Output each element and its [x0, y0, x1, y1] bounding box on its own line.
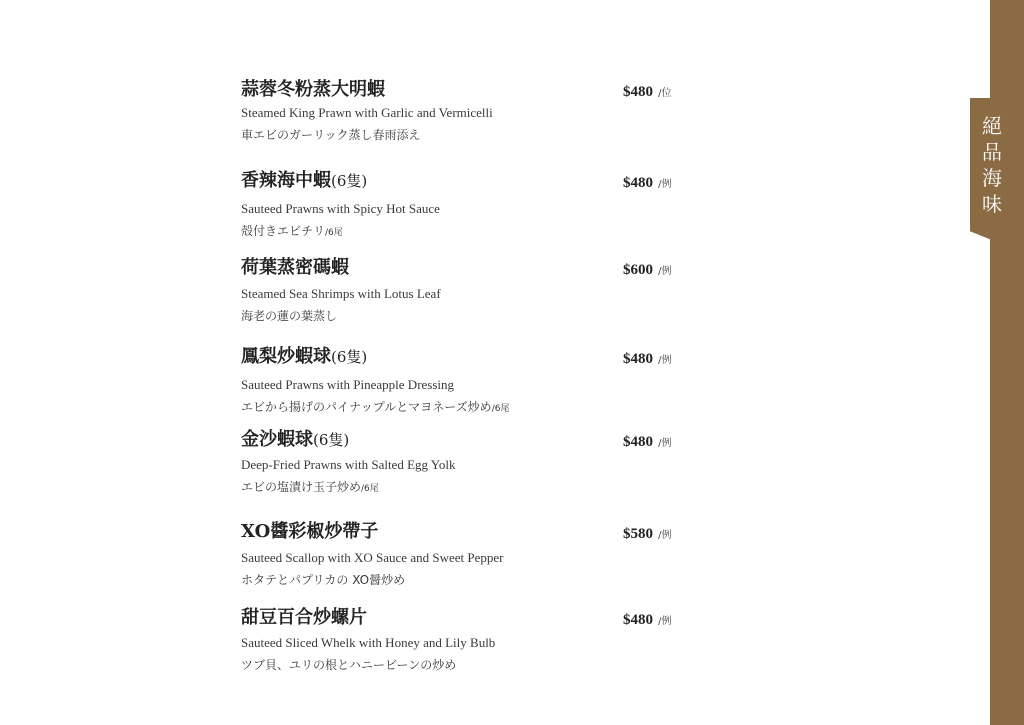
item-name-zh: 蒜蓉冬粉蒸大明蝦 [241, 79, 385, 100]
item-price [623, 523, 671, 543]
price-amount: $480 [623, 175, 653, 191]
section-title-char: 品 [982, 140, 1002, 164]
item-price [623, 259, 671, 279]
item-price [623, 348, 671, 368]
item-name-en: Deep-Fried Prawns with Salted Egg Yolk [241, 457, 456, 472]
price-unit: /例 [658, 616, 672, 627]
price-amount: $480 [623, 434, 653, 450]
section-title-char: 海 [982, 166, 1002, 190]
price-unit: /例 [658, 179, 672, 190]
item-name-jp: ツブ貝、ユリの根とハニービーンの炒め [241, 658, 457, 672]
item-name-jp: エビの塩漬け玉子炒め/6尾 [241, 480, 379, 494]
menu-item [241, 346, 681, 417]
section-title [982, 113, 1002, 217]
price-unit: /位 [658, 88, 672, 99]
section-title-char: 絕 [982, 114, 1002, 138]
price-unit: /例 [658, 438, 672, 449]
price-unit: /例 [658, 355, 672, 366]
item-price [623, 431, 671, 451]
item-name-en: Sauteed Prawns with Pineapple Dressing [241, 377, 455, 392]
price-unit: /例 [658, 266, 672, 277]
section-title-char: 味 [982, 192, 1002, 216]
price-amount: $580 [623, 526, 653, 542]
menu-item [241, 79, 681, 145]
item-price [623, 609, 671, 629]
menu-item [241, 257, 681, 326]
item-count: (6隻) [331, 348, 368, 366]
item-name-en: Sauteed Prawns with Spicy Hot Sauce [241, 201, 440, 216]
item-name-en: Sauteed Sliced Whelk with Honey and Lily Bulb [241, 635, 496, 650]
item-name-jp: エビから揚げのパイナップルとマヨネーズ炒め/6尾 [241, 400, 510, 414]
item-price [623, 172, 671, 192]
menu-item [241, 521, 681, 590]
item-name-jp: 車エビのガーリック蒸し春雨添え [241, 128, 421, 142]
item-name-en: Steamed King Prawn with Garlic and Vermicelli [241, 105, 493, 120]
item-price [623, 81, 671, 101]
item-count: (6隻) [313, 431, 350, 449]
menu-item [241, 170, 681, 241]
item-name-zh: 鳳梨炒蝦球(6隻) [241, 346, 368, 367]
price-amount: $480 [623, 612, 653, 628]
item-count: (6隻) [331, 172, 368, 190]
item-name-zh: XO醬彩椒炒帶子 [241, 521, 379, 542]
item-name-jp: 殻付きエビチリ/6尾 [241, 224, 343, 238]
item-name-zh: 甜豆百合炒螺片 [241, 607, 367, 628]
item-name-zh: 荷葉蒸密碼蝦 [241, 257, 349, 278]
price-amount: $480 [623, 84, 653, 100]
price-unit: /例 [658, 530, 672, 541]
price-amount: $600 [623, 262, 653, 278]
item-name-jp: ホタテとパプリカの XO醤炒め [241, 573, 406, 587]
menu-item [241, 429, 681, 497]
item-name-zh: 金沙蝦球(6隻) [241, 429, 350, 450]
price-amount: $480 [623, 351, 653, 367]
item-name-en: Steamed Sea Shrimps with Lotus Leaf [241, 286, 441, 301]
item-name-en: Sauteed Scallop with XO Sauce and Sweet Pepper [241, 550, 504, 565]
menu-item [241, 607, 681, 675]
item-name-zh: 香辣海中蝦(6隻) [241, 170, 368, 191]
item-name-jp: 海老の蓮の葉蒸し [241, 309, 338, 323]
